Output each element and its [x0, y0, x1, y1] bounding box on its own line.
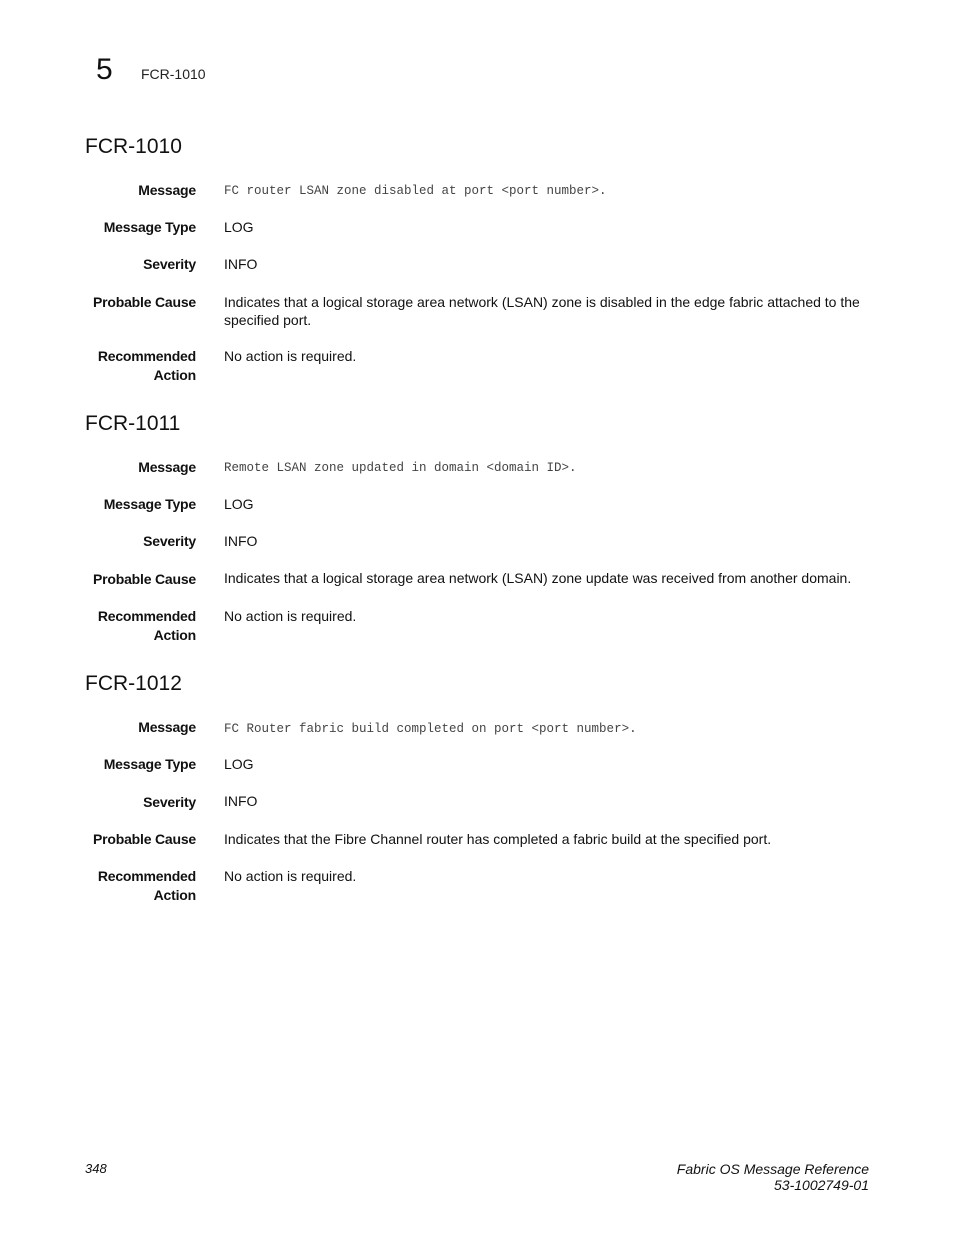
recommended-action-label — [98, 607, 196, 645]
message-text: FC Router fabric build completed on port <port number>. — [224, 722, 637, 736]
probable-cause-text: Indicates that a logical storage area network (LSAN) zone update was received from another domain. — [224, 570, 852, 586]
probable-cause-text — [224, 293, 869, 329]
message-type-label: Message Type — [103, 756, 196, 772]
section-title: FCR-1011 — [85, 412, 181, 435]
recommended-action-label — [98, 867, 196, 905]
action-label-line: Action — [153, 367, 196, 383]
recommended-action-label — [98, 347, 196, 385]
action-label-line: Action — [153, 887, 196, 903]
recommended-label-line: Recommended — [97, 608, 196, 624]
section-title: FCR-1012 — [85, 672, 182, 695]
recommended-action-text: No action is required. — [224, 868, 357, 884]
severity-value: INFO — [224, 533, 258, 549]
message-label: Message — [138, 719, 196, 735]
severity-label: Severity — [143, 533, 196, 549]
probable-cause-text: Indicates that the Fibre Channel router has completed a fabric build at the specified port. — [224, 831, 772, 847]
recommended-label-line: Recommended — [97, 868, 196, 884]
severity-label: Severity — [143, 256, 196, 272]
message-label: Message — [138, 182, 196, 198]
probable-cause-label: Probable Cause — [92, 571, 196, 587]
running-header-title: FCR-1010 — [141, 66, 206, 82]
message-text: FC router LSAN zone disabled at port <port number>. — [224, 184, 607, 198]
message-type-label: Message Type — [103, 496, 196, 512]
chapter-number: 5 — [96, 53, 113, 86]
footer-document-info — [677, 1161, 869, 1193]
footer-doc-number: 53-1002749-01 — [774, 1177, 869, 1193]
message-type-label: Message Type — [103, 219, 196, 235]
action-label-line: Action — [153, 627, 196, 643]
probable-cause-label: Probable Cause — [92, 831, 196, 847]
message-type-value: LOG — [224, 756, 254, 772]
section-title: FCR-1010 — [85, 135, 182, 158]
severity-value: INFO — [224, 793, 258, 809]
probable-cause-line: Indicates that a logical storage area network (LSAN) zone is disabled in the edge fabric attached to the — [224, 294, 860, 310]
probable-cause-label: Probable Cause — [92, 294, 196, 310]
recommended-label-line: Recommended — [97, 348, 196, 364]
message-label: Message — [138, 459, 196, 475]
message-text: Remote LSAN zone updated in domain <domain ID>. — [224, 461, 577, 475]
severity-value: INFO — [224, 256, 258, 272]
probable-cause-line: specified port. — [224, 312, 312, 328]
message-type-value: LOG — [224, 496, 254, 512]
footer-doc-title: Fabric OS Message Reference — [676, 1161, 869, 1177]
recommended-action-text: No action is required. — [224, 348, 357, 364]
message-type-value: LOG — [224, 219, 254, 235]
footer-page-number: 348 — [85, 1161, 107, 1176]
recommended-action-text: No action is required. — [224, 608, 357, 624]
severity-label: Severity — [143, 794, 196, 810]
